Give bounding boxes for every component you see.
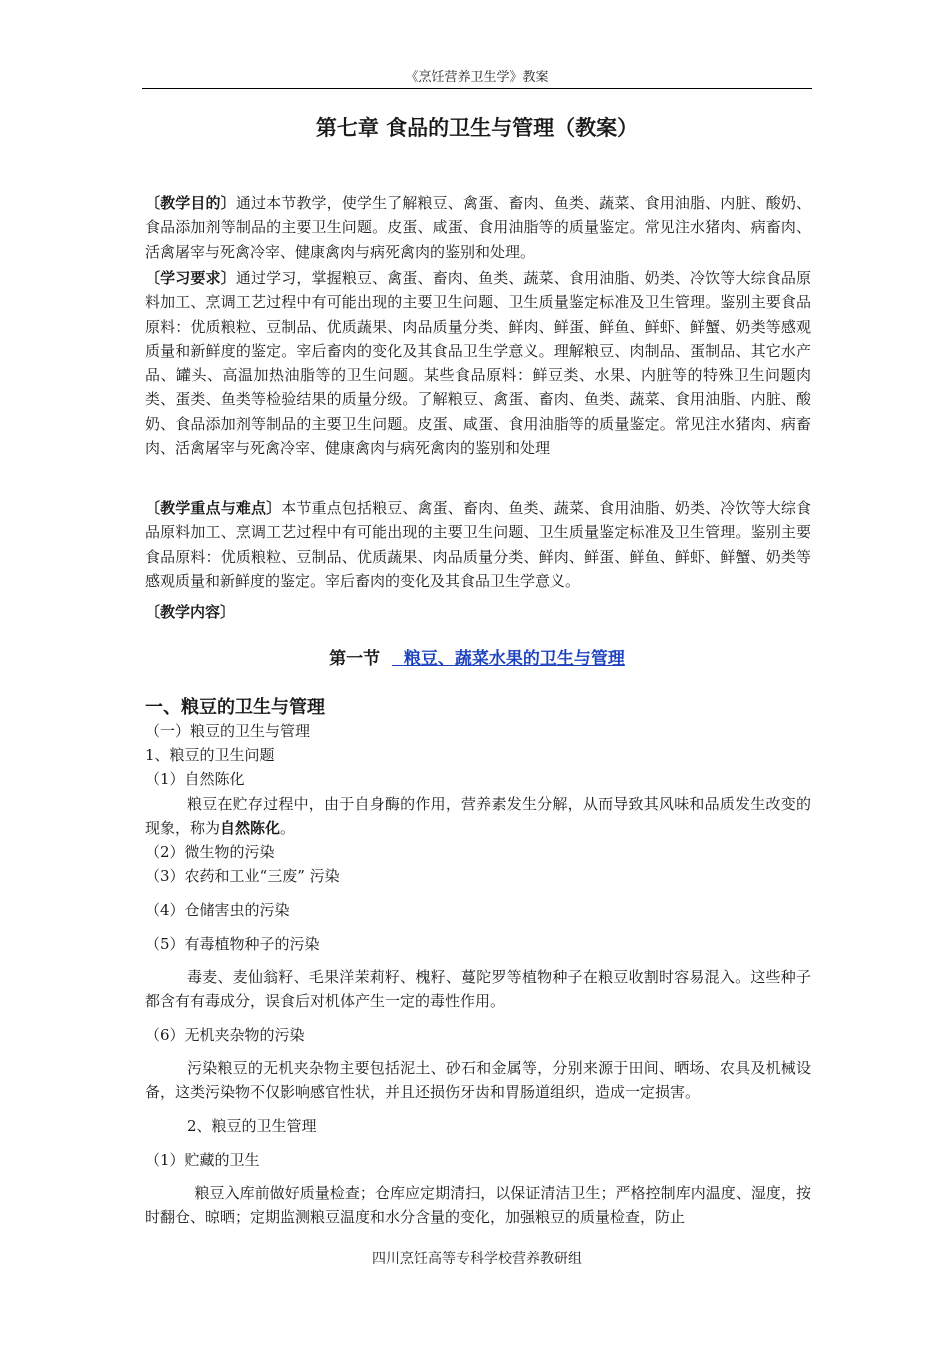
page-header: 《烹饪营养卫生学》教案: [405, 70, 549, 85]
item-microbial-contamination: （2）微生物的污染: [145, 843, 275, 861]
subheading-grains: （一）粮豆的卫生与管理: [145, 722, 311, 740]
item-pesticide-contamination: （3）农药和工业“三废” 污染: [145, 867, 340, 885]
item-grain-hygiene-management: 2、粮豆的卫生管理: [187, 1117, 317, 1135]
natural-aging-paragraph: 粮豆在贮存过程中，由于自身酶的作用，营养素发生分解，从而导致其风味和品质发生改变的现象，称为自然陈化。: [145, 795, 811, 837]
item-natural-aging: （1）自然陈化: [145, 770, 245, 788]
inorganic-impurities-paragraph: 污染粮豆的无机夹杂物主要包括泥土、砂石和金属等，分别来源于田间、晒场、农具及机械设备，这类污染物不仅影响感官性状，并且还损伤牙齿和胃肠道组织，造成一定损害。: [145, 1059, 811, 1101]
storage-hygiene-paragraph: 粮豆入库前做好质量检查；仓库应定期清扫，以保证清洁卫生；严格控制库内温度、湿度，按时翻仓、晾晒；定期监测粮豆温度和水分含量的变化，加强粮豆的质量检查，防止: [145, 1184, 811, 1226]
item-storage-hygiene: （1）贮藏的卫生: [145, 1151, 260, 1169]
toxic-seeds-paragraph: 毒麦、麦仙翁籽、毛果洋茉莉籽、槐籽、蔓陀罗等植物种子在粮豆收割时容易混入。这些种子都含有有毒成分，误食后对机体产生一定的毒性作用。: [145, 968, 811, 1010]
item-toxic-seeds: （5）有毒植物种子的污染: [145, 935, 320, 953]
key-points-label: 〔教学重点与难点〕: [145, 499, 282, 517]
section-title-link[interactable]: 粮豆、蔬菜水果的卫生与管理: [403, 649, 625, 669]
requirements-text: 通过学习，掌握粮豆、禽蛋、畜肉、鱼类、蔬菜、食用油脂、奶类、冷饮等大综食品原料加工、烹调工艺过程中有可能出现的主要卫生问题、卫生质量鉴定标准及卫生管理。鉴别主要食品原料：优质粮粒、豆制品、优质蔬果、肉品质量分类、鲜肉、鲜蛋、鲜鱼、鲜虾、鲜蟹、奶类等感观质量和新鲜度的鉴定。宰后畜肉的变化及其食品卫生学意义。理解粮豆、肉制品、蛋制品、其它水产品、罐头、高温加热油脂等的卫生问题。某些食品原料：鲜豆类、水果、内脏等的特殊卫生问题肉类、蛋类、鱼类等检验结果的质量分级。了解粮豆、禽蛋、畜肉、鱼类、蔬菜、食用油脂、内脏、酸奶、食品添加剂等制品的主要卫生问题。皮蛋、咸蛋、食用油脂等的质量鉴定。常见注水猪肉、病畜肉、活禽屠宰与死禽冷宰、健康禽肉与病死禽肉的鉴别和处理: [145, 269, 811, 458]
item-inorganic-impurities: （6）无机夹杂物的污染: [145, 1026, 305, 1044]
key-points-paragraph: [145, 496, 811, 593]
natural-aging-term: 自然陈化: [220, 819, 281, 837]
requirements-label: 〔学习要求〕: [145, 269, 236, 287]
item-grain-hygiene-problems: 1、粮豆的卫生问题: [145, 746, 275, 764]
item-pest-contamination: （4）仓储害虫的污染: [145, 901, 290, 919]
chapter-title: 第七章 食品的卫生与管理（教案）: [315, 116, 639, 140]
objective-label: 〔教学目的〕: [145, 194, 236, 212]
content-label-line: [145, 600, 811, 624]
section-prefix: 第一节: [329, 649, 381, 669]
objective-paragraph: [145, 191, 811, 264]
header-rule: [142, 88, 812, 89]
heading-grains: 一、粮豆的卫生与管理: [145, 697, 325, 718]
page-footer: 四川烹饪高等专科学校营养教研组: [372, 1251, 582, 1267]
key-points-text: 本节重点包括粮豆、禽蛋、畜肉、鱼类、蔬菜、食用油脂、奶类、冷饮等大综食品原料加工、烹调工艺过程中有可能出现的主要卫生问题、卫生质量鉴定标准及卫生管理。鉴别主要食品原料：优质粮粒、豆制品、优质蔬果、肉品质量分类、鲜肉、鲜蛋、鲜鱼、鲜虾、鲜蟹、奶类等感观质量和新鲜度的鉴定。宰后畜肉的变化及其食品卫生学意义。: [145, 499, 811, 590]
section-title: [142, 646, 812, 672]
objective-text: 通过本节教学，使学生了解粮豆、禽蛋、畜肉、鱼类、蔬菜、食用油脂、内脏、酸奶、食品添加剂等制品的主要卫生问题。皮蛋、咸蛋、食用油脂等的质量鉴定。常见注水猪肉、病畜肉、活禽屠宰与死禽冷宰、健康禽肉与病死禽肉的鉴别和处理。: [145, 194, 811, 261]
requirements-paragraph: [145, 266, 811, 460]
content-label: 〔教学内容〕: [145, 603, 236, 621]
